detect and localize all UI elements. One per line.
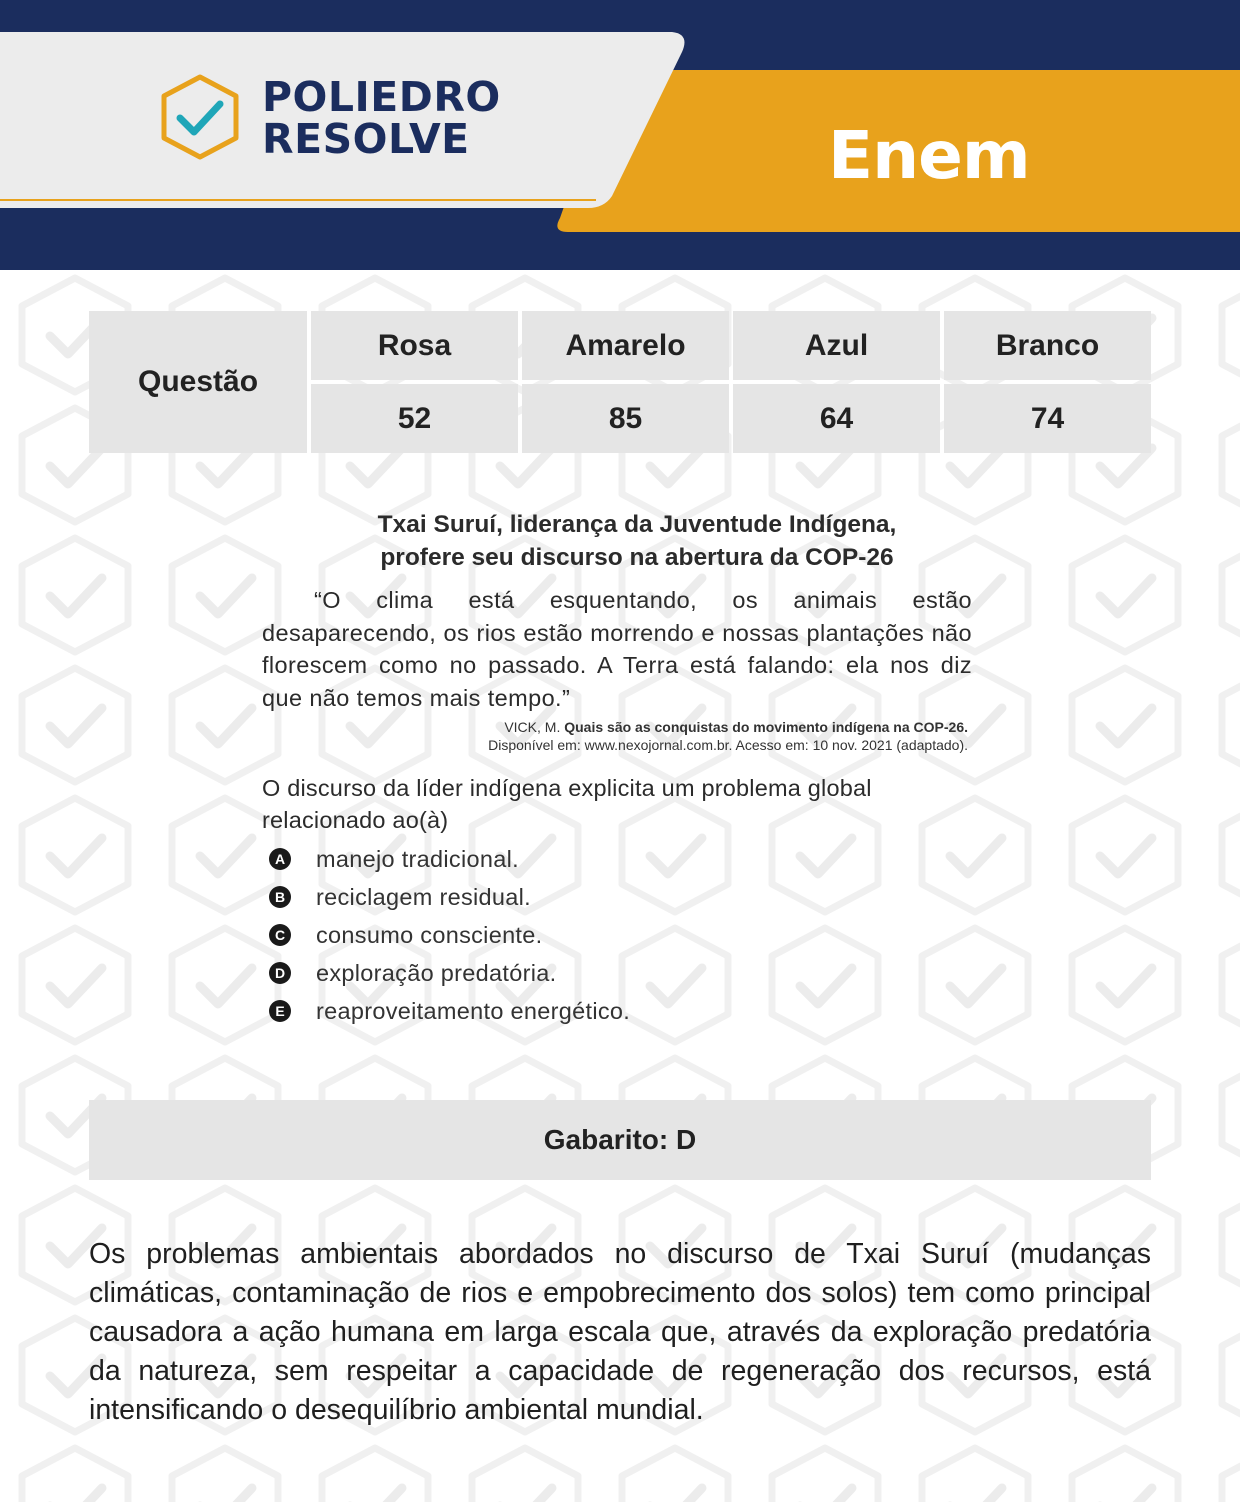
- source-title: Quais são as conquistas do movimento indígena na COP-26.: [564, 719, 968, 735]
- question-source: [262, 718, 972, 754]
- alternative-text-c: consumo consciente.: [316, 921, 543, 948]
- answer-explanation: Os problemas ambientais abordados no discurso de Txai Suruí (mudanças climáticas, contaminação de rios e empobrecimento dos solos) tem como principal causadora a ação humana em larga escala que, através da exploração predatória da natureza, sem respeitar a capacidade de regeneração dos recursos, está intensificando o desequilíbrio ambiental mundial.: [89, 1238, 1151, 1426]
- alternative-letter-e: E: [269, 1000, 291, 1022]
- question-number-rosa: 52: [311, 384, 518, 453]
- alternative-text-d: exploração predatória.: [316, 959, 557, 986]
- column-header-rosa: Rosa: [311, 311, 518, 380]
- column-header-amarelo: Amarelo: [522, 311, 729, 380]
- alternative-d: [262, 954, 972, 992]
- question-content: [262, 508, 972, 1030]
- alternative-letter-c: C: [269, 924, 291, 946]
- alternative-a: [262, 840, 972, 878]
- alternative-b: [262, 878, 972, 916]
- answer-key: Gabarito: D: [89, 1100, 1151, 1180]
- question-label: Questão: [89, 311, 307, 453]
- alternative-text-b: reciclagem residual.: [316, 883, 531, 910]
- alternative-letter-b: B: [269, 886, 291, 908]
- question-number-table: [89, 311, 1151, 453]
- brand-line-2: RESOLVE: [262, 115, 470, 163]
- check-badge-icon: [156, 72, 244, 162]
- column-header-branco: Branco: [944, 311, 1151, 380]
- question-number-branco: 74: [944, 384, 1151, 453]
- alternative-letter-d: D: [269, 962, 291, 984]
- question-number-amarelo: 85: [522, 384, 729, 453]
- alternative-text-a: manejo tradicional.: [316, 845, 519, 872]
- header-banner: [0, 0, 1240, 270]
- brand-line-1: POLIEDRO: [262, 73, 501, 121]
- question-quote: “O clima está esquentando, os animais estão desaparecendo, os rios estão morrendo e nossas plantações não florescem como no passado. A Terra está falando: ela nos diz que não temos mais tempo.”: [262, 587, 972, 711]
- question-stem: O discurso da líder indígena explicita um problema global relacionado ao(à): [262, 775, 872, 833]
- question-number-azul: 64: [733, 384, 940, 453]
- question-title-line-2: profere seu discurso na abertura da COP-26: [380, 544, 894, 571]
- alternative-c: [262, 916, 972, 954]
- alternatives-list: [262, 840, 972, 1030]
- alternative-letter-a: A: [269, 848, 291, 870]
- question-title: [302, 508, 972, 574]
- source-author: VICK, M.: [504, 719, 561, 735]
- brand-logo-text: [262, 73, 501, 163]
- column-header-azul: Azul: [733, 311, 940, 380]
- alternative-text-e: reaproveitamento energético.: [316, 997, 631, 1024]
- exam-title: Enem: [828, 117, 1030, 194]
- question-title-line-1: Txai Suruí, liderança da Juventude Indígena,: [377, 511, 897, 538]
- source-access: Disponível em: www.nexojornal.com.br. Acesso em: 10 nov. 2021 (adaptado).: [488, 737, 968, 753]
- alternative-e: [262, 992, 972, 1030]
